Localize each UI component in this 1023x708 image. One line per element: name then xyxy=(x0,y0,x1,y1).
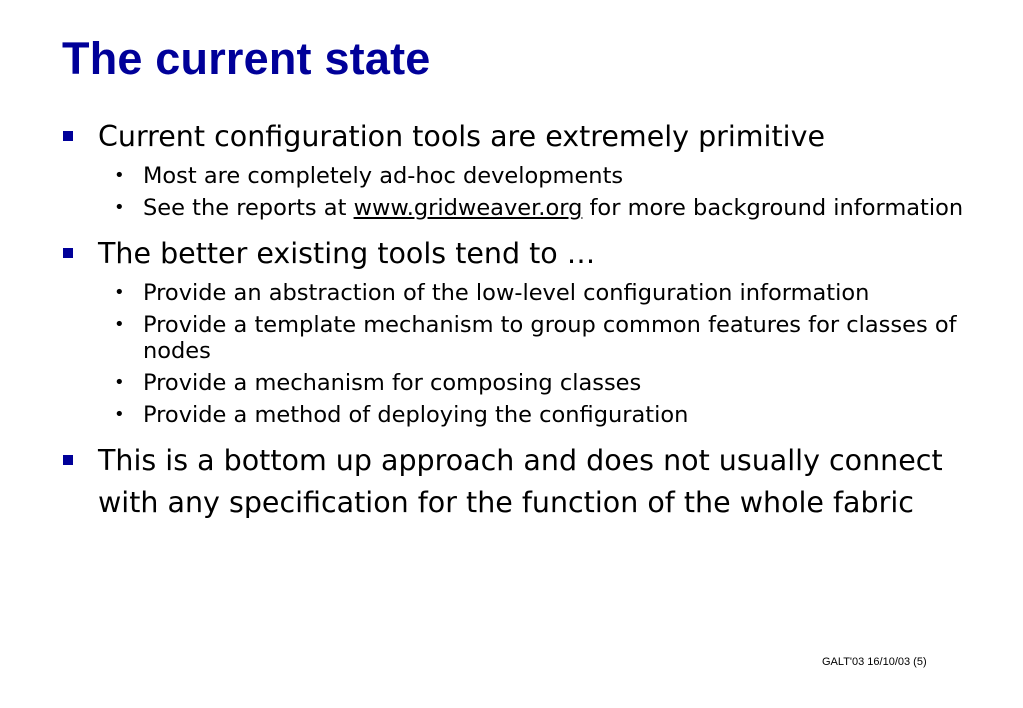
square-bullet-icon xyxy=(63,248,73,258)
dot-bullet-icon: • xyxy=(114,404,125,425)
sub-bullet-list xyxy=(60,280,965,428)
dot-bullet-icon: • xyxy=(114,372,125,393)
dot-bullet-icon: • xyxy=(114,282,125,303)
dot-bullet-icon: • xyxy=(114,197,125,218)
slide-title: The current state xyxy=(62,33,431,84)
bullet-bottom-up xyxy=(60,440,965,524)
bullet-current-tools xyxy=(60,116,965,158)
dot-bullet-icon: • xyxy=(114,314,125,335)
dot-bullet-icon: • xyxy=(114,165,125,186)
sub-bullet-text: Provide an abstraction of the low-level configuration information xyxy=(143,280,870,306)
sub-bullet-deploying xyxy=(60,402,965,428)
sub-bullet-text: Provide a mechanism for composing classes xyxy=(143,370,642,396)
sub-bullet-list xyxy=(60,163,965,221)
square-bullet-icon xyxy=(63,131,73,141)
sub-bullet-text: Provide a template mechanism to group common features for classes of nodes xyxy=(143,312,957,364)
slide-body xyxy=(60,116,965,524)
sub-bullet-abstraction xyxy=(60,280,965,306)
sub-bullet-text-after: for more background information xyxy=(582,195,964,221)
bullet-text: The better existing tools tend to … xyxy=(98,237,596,270)
bullet-text: Current configuration tools are extremely primitive xyxy=(98,120,825,153)
slide-footer: GALT'03 16/10/03 (5) xyxy=(822,656,927,668)
gridweaver-link[interactable]: www.gridweaver.org xyxy=(353,195,583,221)
sub-bullet-composing xyxy=(60,370,965,396)
sub-bullet-text-before: See the reports at xyxy=(143,195,354,221)
sub-bullet-ad-hoc xyxy=(60,163,965,189)
square-bullet-icon xyxy=(63,455,73,465)
sub-bullet-text: Most are completely ad-hoc developments xyxy=(143,163,624,189)
sub-bullet-text: Provide a method of deploying the configuration xyxy=(143,402,689,428)
bullet-better-tools xyxy=(60,233,965,275)
bullet-text: This is a bottom up approach and does not usually connect with any specification for the function of the whole fabric xyxy=(98,444,943,519)
sub-bullet-reports xyxy=(60,195,965,221)
sub-bullet-template xyxy=(60,312,965,364)
